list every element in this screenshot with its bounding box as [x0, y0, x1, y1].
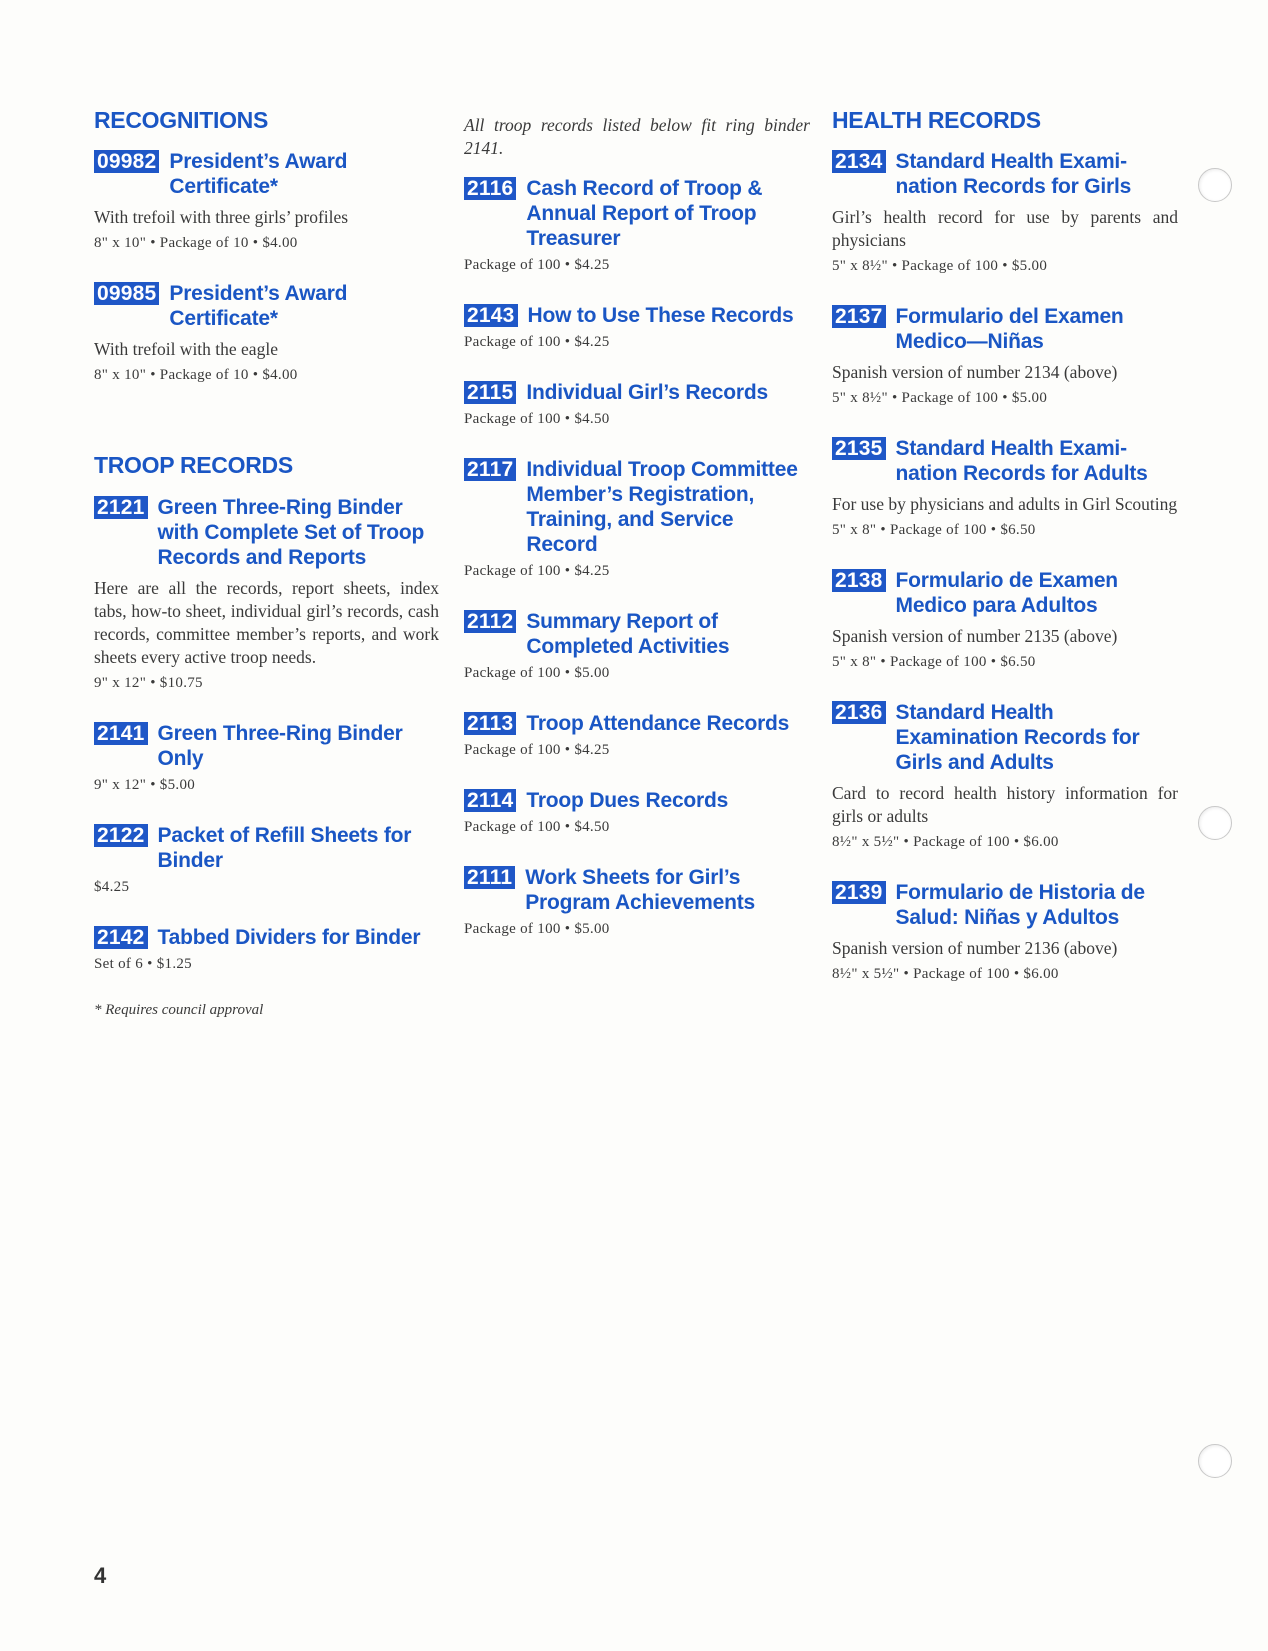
item-price: 5" x 8" • Package of 100 • $6.50 — [832, 654, 1036, 671]
item-code-badge: 09982 — [94, 150, 159, 173]
item-code-badge: 2111 — [464, 866, 515, 889]
item-heading — [464, 303, 810, 328]
catalog-item — [464, 865, 810, 939]
item-title: Formulario de Examen Medico para Adultos — [895, 569, 1118, 618]
item-price: Package of 100 • $4.25 — [464, 334, 610, 350]
item-title: How to Use These Records — [527, 304, 794, 327]
item-heading — [94, 281, 439, 331]
item-price: 8" x 10" • Package of 10 • $4.00 — [94, 367, 298, 384]
item-price: Set of 6 • $1.25 — [94, 955, 192, 972]
item-title: Individual Girl’s Records — [526, 381, 768, 404]
catalog-item — [464, 176, 810, 275]
item-title: Summary Report of Completed Activities — [526, 610, 730, 658]
item-heading — [464, 865, 810, 915]
item-heading — [832, 880, 1178, 930]
item-title: President’s Award Certificate* — [169, 150, 348, 199]
intro-note: All troop records listed below fit ring binder 2141. — [464, 115, 810, 158]
catalog-item — [464, 711, 810, 760]
item-price: 8½" x 5½" • Package of 100 • $6.00 — [832, 834, 1059, 851]
item-heading — [832, 568, 1178, 618]
catalog-item — [464, 380, 810, 429]
item-description: With trefoil with the eagle — [94, 339, 278, 360]
item-description: Card to record health history information for girls or adults — [832, 783, 1178, 827]
item-code-badge: 2112 — [464, 610, 516, 633]
item-code-badge: 2122 — [94, 824, 148, 847]
item-heading — [94, 823, 439, 873]
item-title: Standard Health Exami-nation Records for Girls — [895, 150, 1132, 199]
item-price: Package of 100 • $4.25 — [464, 563, 610, 579]
catalog-item — [464, 788, 810, 837]
item-heading — [464, 711, 810, 736]
item-heading — [94, 721, 439, 771]
section-title-troop-records: TROOP RECORDS — [94, 452, 293, 479]
item-code-badge: 09985 — [94, 282, 159, 305]
catalog-item — [94, 823, 439, 897]
column-left — [94, 108, 439, 1019]
item-heading — [94, 925, 439, 950]
item-price: 5" x 8½" • Package of 100 • $5.00 — [832, 258, 1048, 275]
item-title: Individual Troop Committee Member’s Registration, Training, and Service Record — [526, 458, 798, 556]
item-title: Packet of Refill Sheets for Binder — [157, 823, 412, 872]
item-code-badge: 2116 — [464, 177, 516, 200]
item-description: With trefoil with three girls’ profiles — [94, 207, 349, 228]
item-code-badge: 2137 — [832, 305, 886, 328]
item-heading — [832, 436, 1178, 486]
item-code-badge: 2141 — [94, 722, 148, 745]
item-heading — [464, 609, 810, 659]
item-title: Formulario de Historia de Salud: Niñas y Adultos — [895, 881, 1145, 930]
catalog-item — [94, 149, 439, 253]
column-right — [832, 108, 1178, 1012]
item-code-badge: 2113 — [464, 712, 516, 735]
item-description: Spanish version of number 2136 (above) — [832, 938, 1118, 959]
catalog-item — [94, 721, 439, 795]
catalog-item — [94, 495, 439, 693]
item-price: 9" x 12" • $10.75 — [94, 674, 203, 691]
footnote: * Requires council approval — [94, 1001, 264, 1018]
item-title: President’s Award Certificate* — [169, 282, 348, 331]
item-code-badge: 2138 — [832, 569, 886, 592]
item-heading — [832, 304, 1178, 354]
item-heading — [464, 457, 810, 557]
item-title: Standard Health Examination Records for Girls and Adults — [895, 701, 1140, 775]
binder-hole-top — [1198, 168, 1232, 202]
item-heading — [464, 176, 810, 251]
item-code-badge: 2134 — [832, 150, 886, 173]
item-price: $4.25 — [94, 878, 130, 895]
item-code-badge: 2135 — [832, 437, 886, 460]
item-description: For use by physicians and adults in Girl Scouting — [832, 494, 1178, 515]
catalog-item — [464, 303, 810, 352]
item-title: Green Three-Ring Binder with Complete Set of Troop Records and Reports — [157, 495, 425, 569]
item-title: Green Three-Ring Binder Only — [157, 721, 403, 770]
section-spacer — [94, 413, 439, 453]
catalog-item — [94, 925, 439, 974]
item-description: Spanish version of number 2135 (above) — [832, 626, 1118, 647]
item-code-badge: 2117 — [464, 458, 516, 481]
item-heading — [464, 788, 810, 813]
item-description: Spanish version of number 2134 (above) — [832, 362, 1118, 383]
item-heading — [94, 149, 439, 199]
catalog-item — [832, 700, 1178, 852]
catalog-item — [464, 457, 810, 581]
catalog-item — [94, 281, 439, 385]
item-description: Here are all the records, report sheets, index tabs, how-to sheet, individual girl’s records, cash records, committee member’s reports, and work sheets every active troop needs. — [94, 577, 439, 667]
item-title: Troop Dues Records — [526, 789, 729, 812]
catalog-item — [832, 880, 1178, 984]
item-price: 8" x 10" • Package of 10 • $4.00 — [94, 235, 298, 252]
catalog-item — [832, 436, 1178, 540]
item-heading — [832, 149, 1178, 199]
binder-hole-middle — [1198, 806, 1232, 840]
section-title-recognitions: RECOGNITIONS — [94, 107, 269, 133]
item-price: 8½" x 5½" • Package of 100 • $6.00 — [832, 966, 1059, 983]
section-title-health-records: HEALTH RECORDS — [832, 107, 1041, 133]
item-code-badge: 2139 — [832, 881, 886, 904]
item-price: Package of 100 • $5.00 — [464, 665, 610, 681]
item-price: 9" x 12" • $5.00 — [94, 776, 196, 793]
catalog-item — [832, 304, 1178, 408]
catalog-item — [832, 568, 1178, 672]
item-price: Package of 100 • $4.25 — [464, 257, 610, 273]
item-price: Package of 100 • $4.50 — [464, 819, 610, 835]
item-code-badge: 2142 — [94, 926, 148, 949]
item-heading — [94, 495, 439, 570]
item-title: Standard Health Exami-nation Records for Adults — [895, 437, 1148, 486]
item-price: 5" x 8½" • Package of 100 • $5.00 — [832, 390, 1048, 407]
item-heading — [832, 700, 1178, 775]
item-code-badge: 2115 — [464, 381, 516, 404]
item-code-badge: 2114 — [464, 789, 516, 812]
catalog-item — [464, 609, 810, 683]
item-price: Package of 100 • $4.50 — [464, 411, 610, 427]
item-title: Formulario del Examen Medico—Niñas — [895, 305, 1124, 354]
item-title: Troop Attendance Records — [526, 712, 790, 735]
item-price: 5" x 8" • Package of 100 • $6.50 — [832, 522, 1036, 539]
item-price: Package of 100 • $5.00 — [464, 921, 610, 937]
item-title: Cash Record of Troop & Annual Report of Troop Treasurer — [526, 177, 763, 250]
item-code-badge: 2121 — [94, 496, 148, 519]
binder-hole-bottom — [1198, 1444, 1232, 1478]
catalog-item — [832, 149, 1178, 276]
column-middle — [464, 108, 810, 967]
item-title: Work Sheets for Girl’s Program Achievements — [525, 866, 756, 914]
item-code-badge: 2143 — [464, 304, 518, 327]
item-title: Tabbed Dividers for Binder — [157, 925, 421, 949]
item-description: Girl’s health record for use by parents and physicians — [832, 207, 1178, 251]
page-number: 4 — [94, 1563, 107, 1588]
item-price: Package of 100 • $4.25 — [464, 742, 610, 758]
item-heading — [464, 380, 810, 405]
item-code-badge: 2136 — [832, 701, 886, 724]
